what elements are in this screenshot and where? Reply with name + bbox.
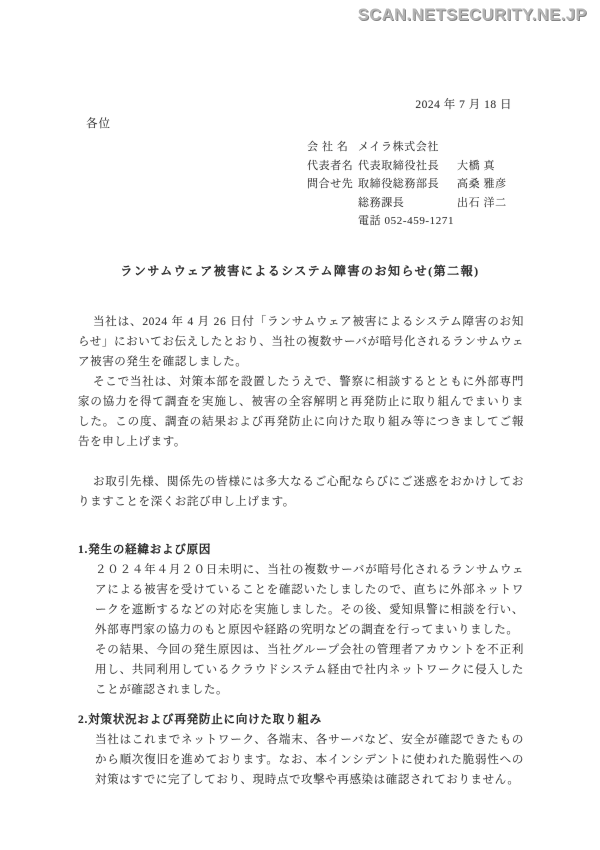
document-date: 2024 年 7 月 18 日: [415, 99, 512, 111]
document-title: ランサムウェア被害によるシステム障害のお知らせ(第二報): [120, 264, 480, 278]
company-label: 会 社 名: [307, 141, 349, 153]
company-label: [307, 212, 358, 231]
company-row-representative: [307, 157, 507, 176]
scan-netsecurity-logo: SCAN.NETSECURITY.NE.JP: [357, 6, 587, 24]
document-body: [78, 312, 524, 790]
section1-heading: 1.発生の経緯および原因: [78, 544, 212, 556]
company-value: メイラ株式会社: [358, 141, 439, 153]
company-value: 取締役総務部長: [358, 178, 440, 191]
section1-paragraph-cause: その結果、今回の発生原因は、当社グループ会社の管理者アカウントを不正利用し、共同利用しているクラウドシステム経由で社内ネットワークに侵入したことが確認されました。: [95, 644, 524, 696]
company-phone: 電話 052-459-1271: [358, 215, 455, 228]
salutation: 各位: [86, 118, 111, 130]
company-info-block: [307, 138, 507, 231]
company-person: 大橋 真: [457, 159, 496, 172]
section2-heading: 2.対策状況および再発防止に向けた取り組み: [78, 714, 322, 726]
company-label: 問合せ先: [307, 178, 354, 191]
company-label: 代表者名: [307, 159, 354, 172]
company-label: [307, 194, 358, 213]
company-row-name: [307, 138, 507, 157]
company-row-phone: [307, 212, 507, 231]
paragraph-incident-recap: 当社は、2024 年 4 月 26 日付「ランサムウェア被害によるシステム障害のお知らせ」においてお伝えしたとおり、当社の複数サーバが暗号化されるランサムウェア被害の発生を確認しました。: [78, 316, 524, 368]
paragraph-response-summary: そこで当社は、対策本部を設置したうえで、警察に相談するとともに外部専門家の協力を得て調査を実施し、被害の全容解明と再発防止に取り組んでまいりました。この度、調査の結果および再発防止に向けた取り組み等につきましてご報告を申し上げます。: [78, 376, 524, 448]
section2-paragraph-measures: 当社はこれまでネットワーク、各端末、各サーバなど、安全が確認できたものから順次復旧を進めております。なお、本インシデントに使われた脆弱性への対策はすでに完了しており、現時点で攻撃や再感染は確認されておりません。: [95, 734, 524, 786]
company-value: 代表取締役社長: [358, 159, 440, 172]
section2-body: [78, 730, 524, 790]
company-person: 出石 洋二: [457, 196, 507, 209]
section1-body: [78, 560, 524, 700]
company-row-section-chief: [307, 194, 507, 213]
section1-paragraph-timeline: ２０２４年４月２０日未明に、当社の複数サーバが暗号化されるランサムウェアによる被害を受けていることを確認いたしましたので、直ちに外部ネットワークを遮断するなどの対応を実施しました。その後、愛知県警に相談を行い、外部専門家の協力のもと原因や経路の究明などの調査を行ってまいりました。: [95, 564, 524, 636]
company-value: 総務課長: [358, 196, 405, 209]
company-row-contact: [307, 175, 507, 194]
company-person: 高桑 雅彦: [457, 178, 507, 191]
paragraph-apology: お取引先様、関係先の皆様には多大なるご心配ならびにご迷惑をおかけしておりますことを深くお詫び申し上げます。: [78, 476, 524, 508]
